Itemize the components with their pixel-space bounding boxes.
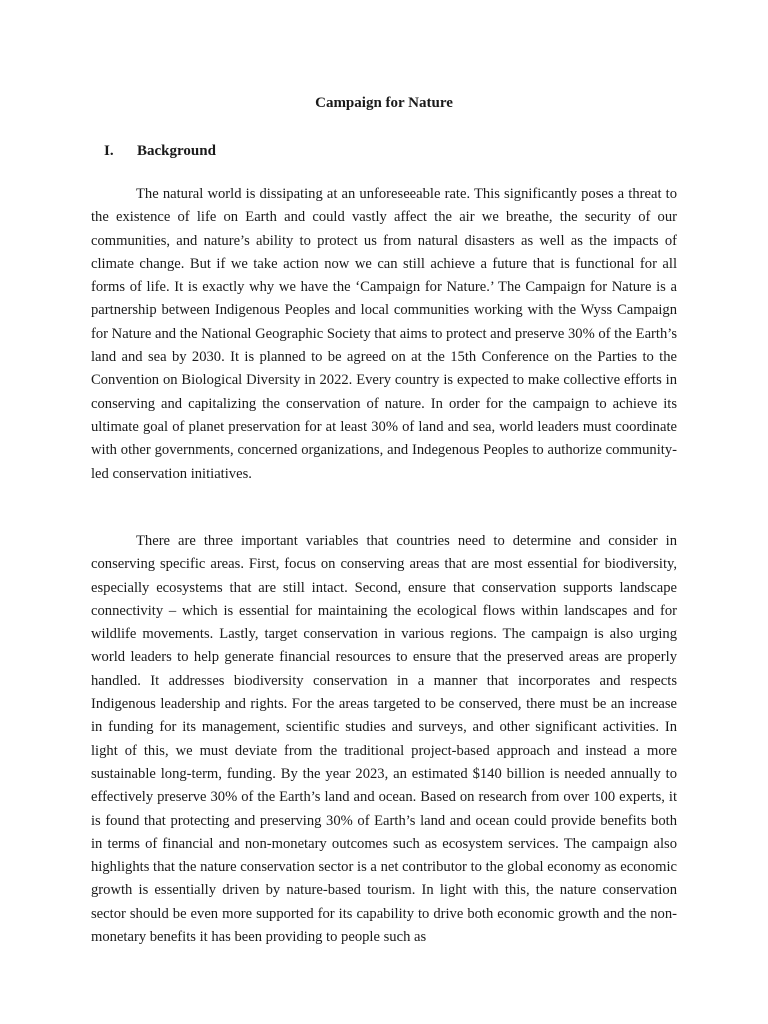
- document-title: Campaign for Nature: [315, 95, 453, 111]
- section-heading-background: [104, 141, 216, 161]
- section-number: I.: [104, 143, 114, 159]
- body-paragraph-1: The natural world is dissipating at an unforeseeable rate. This significantly poses a threat to the existence of life on Earth and could vastly affect the air we breathe, the security of our communities, and nature’s ability to protect us from natural disasters as well as the impacts of climate change. But if we take action now we can still achieve a future that is functional for all forms of life. It is exactly why we have the ‘Campaign for Nature.’ The Campaign for Nature is a partnership between Indigenous Peoples and local communities working with the Wyss Campaign for Nature and the National Geographic Society that aims to protect and preserve 30% of the Earth’s land and sea by 2030. It is planned to be agreed on at the 15th Conference on the Parties to the Convention on Biological Diversity in 2022. Every country is expected to make collective efforts in conserving and capitalizing the conservation of nature. In order for the campaign to achieve its ultimate goal of planet preservation for at least 30% of land and sea, world leaders must coordinate with other governments, concerned organizations, and Indegenous Peoples to authorize community-led conservation initiatives.: [91, 186, 677, 482]
- body-paragraph-2: There are three important variables that countries need to determine and consider in conserving specific areas. First, focus on conserving areas that are most essential for biodiversity, especially ecosystems that are still intact. Second, ensure that conservation supports landscape connectivity – which is essential for maintaining the ecological flows within landscapes and for wildlife movements. Lastly, target conservation in various regions. The campaign is also urging world leaders to help generate financial resources to ensure that the preserved areas are properly handled. It addresses biodiversity conservation in a manner that incorporates and respects Indigenous leadership and rights. For the areas targeted to be conserved, there must be an increase in funding for its management, scientific studies and surveys, and other significant activities. In light of this, we must deviate from the traditional project-based approach and instead a more sustainable long-term, funding. By the year 2023, an estimated $140 billion is needed annually to effectively preserve 30% of the Earth’s land and ocean. Based on research from over 100 experts, it is found that protecting and preserving 30% of Earth’s land and ocean could provide benefits both in terms of financial and non-monetary outcomes such as ecosystem services. The campaign also highlights that the nature conservation sector is a net contributor to the global economy as economic growth is essentially driven by nature-based tourism. In light with this, the nature conservation sector should be even more supported for its capability to drive both economic growth and the non-monetary benefits it has been providing to people such as: [91, 533, 677, 946]
- section-heading-text: Background: [137, 143, 216, 159]
